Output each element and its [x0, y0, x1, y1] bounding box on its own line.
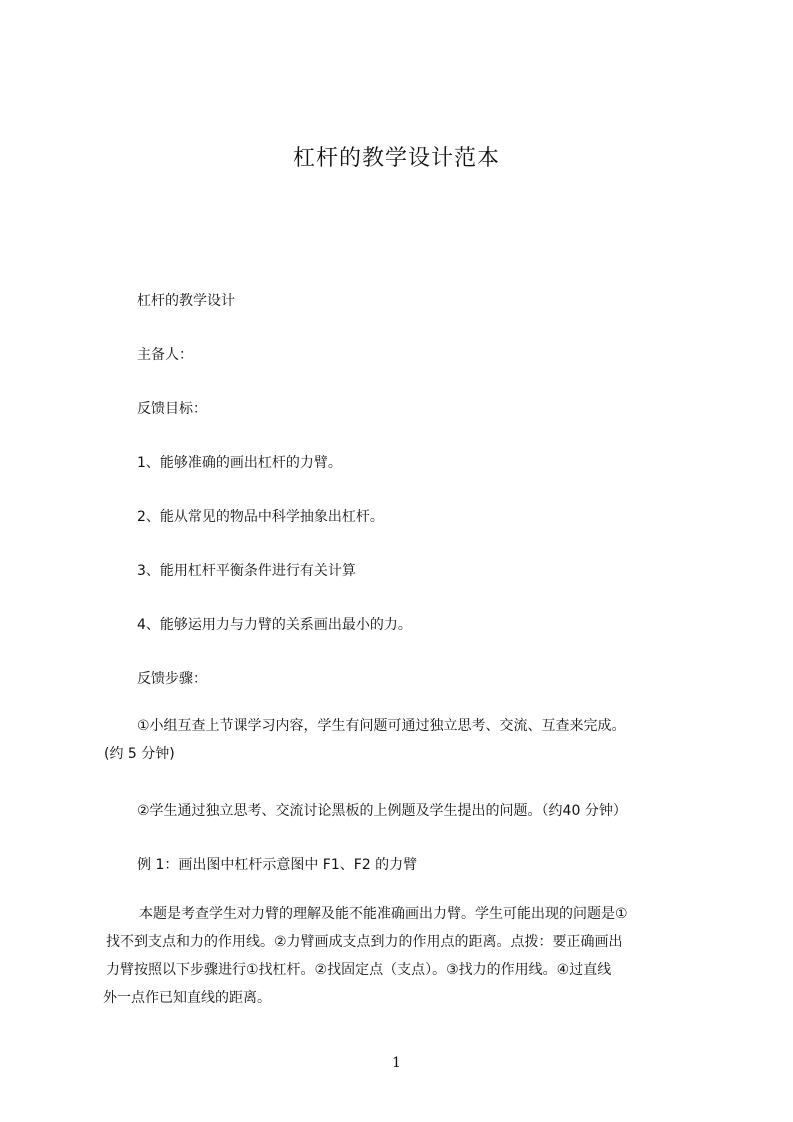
step-paragraph: [104, 712, 626, 768]
preparer-label: 主备人：: [137, 347, 193, 363]
example-heading: 例 1：画出图中杠杆示意图中 F1、F2 的力臂: [137, 857, 418, 873]
step-line: ①小组互查上节课学习内容，学生有问题可通过独立思考、交流、互查来完成。: [137, 718, 626, 734]
goals-label: 反馈目标：: [137, 401, 207, 417]
goal-item: 2、能从常见的物品中科学抽象出杠杆。: [137, 509, 384, 525]
steps-label: 反馈步骤：: [137, 671, 207, 687]
document-title: 杠杆的教学设计范本: [292, 146, 500, 171]
step-line: (约 5 分钟): [104, 746, 175, 762]
goal-item: 4、能够运用力与力臂的关系画出最小的力。: [137, 617, 412, 633]
page-number: 1: [392, 1055, 401, 1071]
analysis-line: 本题是考查学生对力臂的理解及能不能准确画出力臂。学生可能出现的问题是①: [139, 906, 628, 922]
analysis-line: 力臂按照以下步骤进行①找杠杆。②找固定点（支点）。③找力的作用线。④过直线: [106, 962, 612, 978]
analysis-line: 找不到支点和力的作用线。②力臂画成支点到力的作用点的距离。点拨：要正确画出: [106, 934, 623, 950]
goal-item: 1、能够准确的画出杠杆的力臂。: [137, 455, 342, 471]
analysis-paragraph: [103, 900, 628, 1012]
step-paragraph: ②学生通过独立思考、交流讨论黑板的上例题及学生提出的问题。（约40 分钟）: [137, 803, 627, 819]
goal-item: 3、能用杠杆平衡条件进行有关计算: [137, 563, 356, 579]
section-heading: 杠杆的教学设计: [137, 293, 235, 309]
analysis-line: 外一点作已知直线的距离。: [103, 990, 271, 1006]
